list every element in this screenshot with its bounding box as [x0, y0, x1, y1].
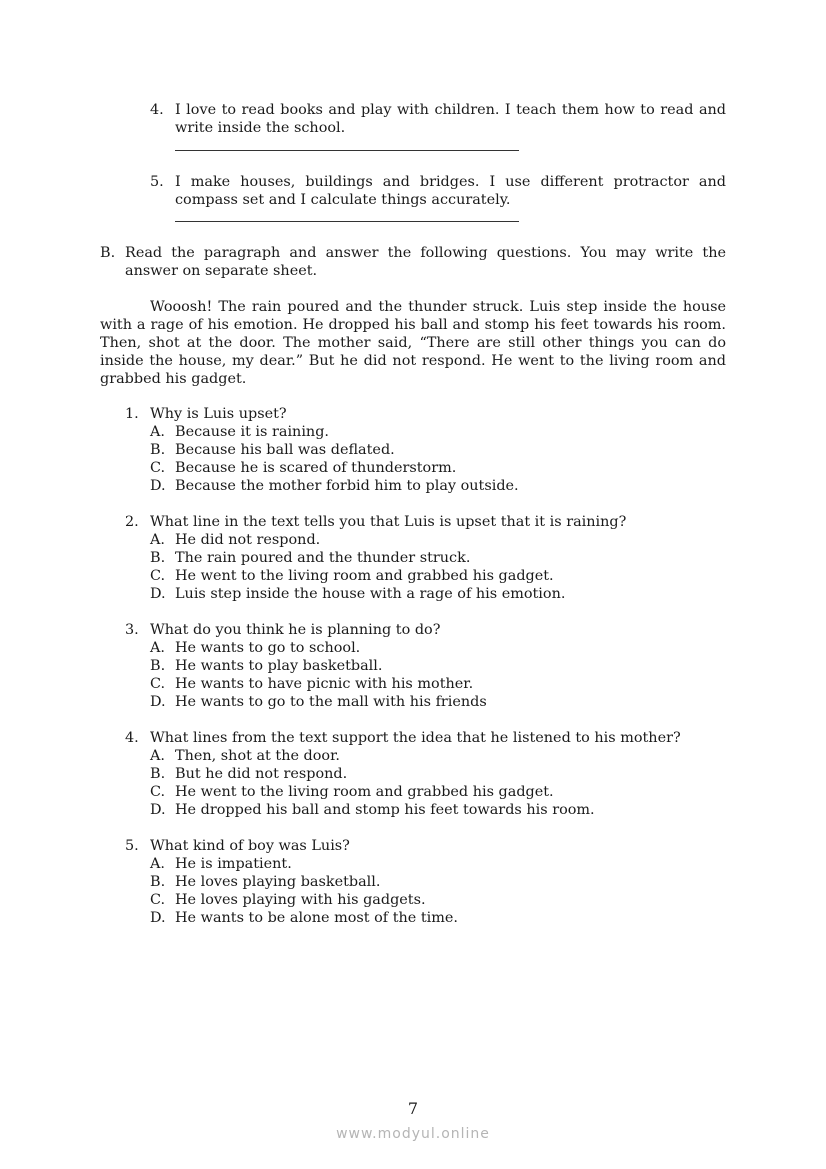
choice-text: He went to the living room and grabbed his gadget.: [175, 568, 554, 584]
choice-letter: C.: [150, 460, 166, 476]
choice-letter: A.: [150, 532, 165, 548]
choice-letter: B.: [150, 550, 166, 566]
paragraph-line: with a rage of his emotion. He dropped his ball and stomp his feet towards his room.: [100, 317, 726, 333]
choice-letter: D.: [150, 910, 166, 926]
choice-text: Because his ball was deflated.: [175, 442, 395, 458]
paragraph-line: Then, shot at the door. The mother said, “There are still other things you can do: [100, 335, 726, 351]
choice-text: Because he is scared of thunderstorm.: [175, 460, 457, 476]
item-text-line: compass set and I calculate things accurately.: [175, 192, 511, 208]
choice-text: He loves playing with his gadgets.: [175, 892, 426, 908]
choice-text: Then, shot at the door.: [175, 748, 340, 764]
choice-letter: A.: [150, 640, 165, 656]
choice-letter: A.: [150, 748, 165, 764]
answer-blank[interactable]: [175, 150, 519, 151]
choice-letter: C.: [150, 676, 166, 692]
choice-letter: D.: [150, 694, 166, 710]
item-text-line: I make houses, buildings and bridges. I use different protractor and: [175, 174, 726, 190]
choice-text: He dropped his ball and stomp his feet towards his room.: [175, 802, 595, 818]
question-text: Why is Luis upset?: [150, 406, 287, 422]
choice-letter: A.: [150, 424, 165, 440]
paragraph-line: inside the house, my dear.” But he did not respond. He went to the living room and: [100, 353, 726, 369]
choice-text: He is impatient.: [175, 856, 292, 872]
question-text: What kind of boy was Luis?: [150, 838, 350, 854]
choice-letter: C.: [150, 568, 166, 584]
choice-letter: D.: [150, 478, 166, 494]
question-number: 1.: [125, 406, 139, 422]
choice-text: The rain poured and the thunder struck.: [175, 550, 471, 566]
choice-text: Luis step inside the house with a rage of his emotion.: [175, 586, 566, 602]
choice-text: Because the mother forbid him to play outside.: [175, 478, 519, 494]
choice-text: He loves playing basketball.: [175, 874, 381, 890]
question-number: 3.: [125, 622, 139, 638]
choice-letter: D.: [150, 586, 166, 602]
paragraph-line: Wooosh! The rain poured and the thunder struck. Luis step inside the house: [150, 299, 726, 315]
instruction-line: answer on separate sheet.: [125, 263, 318, 279]
choice-letter: A.: [150, 856, 165, 872]
choice-text: He did not respond.: [175, 532, 321, 548]
page-number: 7: [407, 1099, 419, 1118]
answer-blank[interactable]: [175, 221, 519, 222]
choice-text: He wants to have picnic with his mother.: [175, 676, 474, 692]
question-number: 5.: [125, 838, 139, 854]
question-number: 4.: [125, 730, 139, 746]
choice-text: Because it is raining.: [175, 424, 329, 440]
question-text: What line in the text tells you that Luis is upset that it is raining?: [150, 514, 627, 530]
choice-text: He wants to go to the mall with his friends: [175, 694, 487, 710]
choice-letter: B.: [150, 442, 166, 458]
item-text-line: I love to read books and play with children. I teach them how to read and: [175, 102, 726, 118]
choice-letter: C.: [150, 784, 166, 800]
choice-text: He went to the living room and grabbed his gadget.: [175, 784, 554, 800]
instruction-line: Read the paragraph and answer the following questions. You may write the: [125, 245, 726, 261]
question-text: What do you think he is planning to do?: [150, 622, 441, 638]
choice-text: He wants to be alone most of the time.: [175, 910, 458, 926]
paragraph-line: grabbed his gadget.: [100, 371, 247, 387]
item-number: 5.: [150, 174, 164, 190]
section-label: B.: [100, 245, 116, 261]
choice-letter: B.: [150, 874, 166, 890]
choice-letter: C.: [150, 892, 166, 908]
question-number: 2.: [125, 514, 139, 530]
choice-letter: B.: [150, 766, 166, 782]
choice-text: He wants to go to school.: [175, 640, 361, 656]
item-number: 4.: [150, 102, 164, 118]
choice-letter: D.: [150, 802, 166, 818]
question-text: What lines from the text support the idea that he listened to his mother?: [150, 730, 681, 746]
watermark: www.modyul.online: [336, 1126, 490, 1142]
item-text-line: write inside the school.: [175, 120, 346, 136]
choice-letter: B.: [150, 658, 166, 674]
choice-text: But he did not respond.: [175, 766, 348, 782]
choice-text: He wants to play basketball.: [175, 658, 383, 674]
